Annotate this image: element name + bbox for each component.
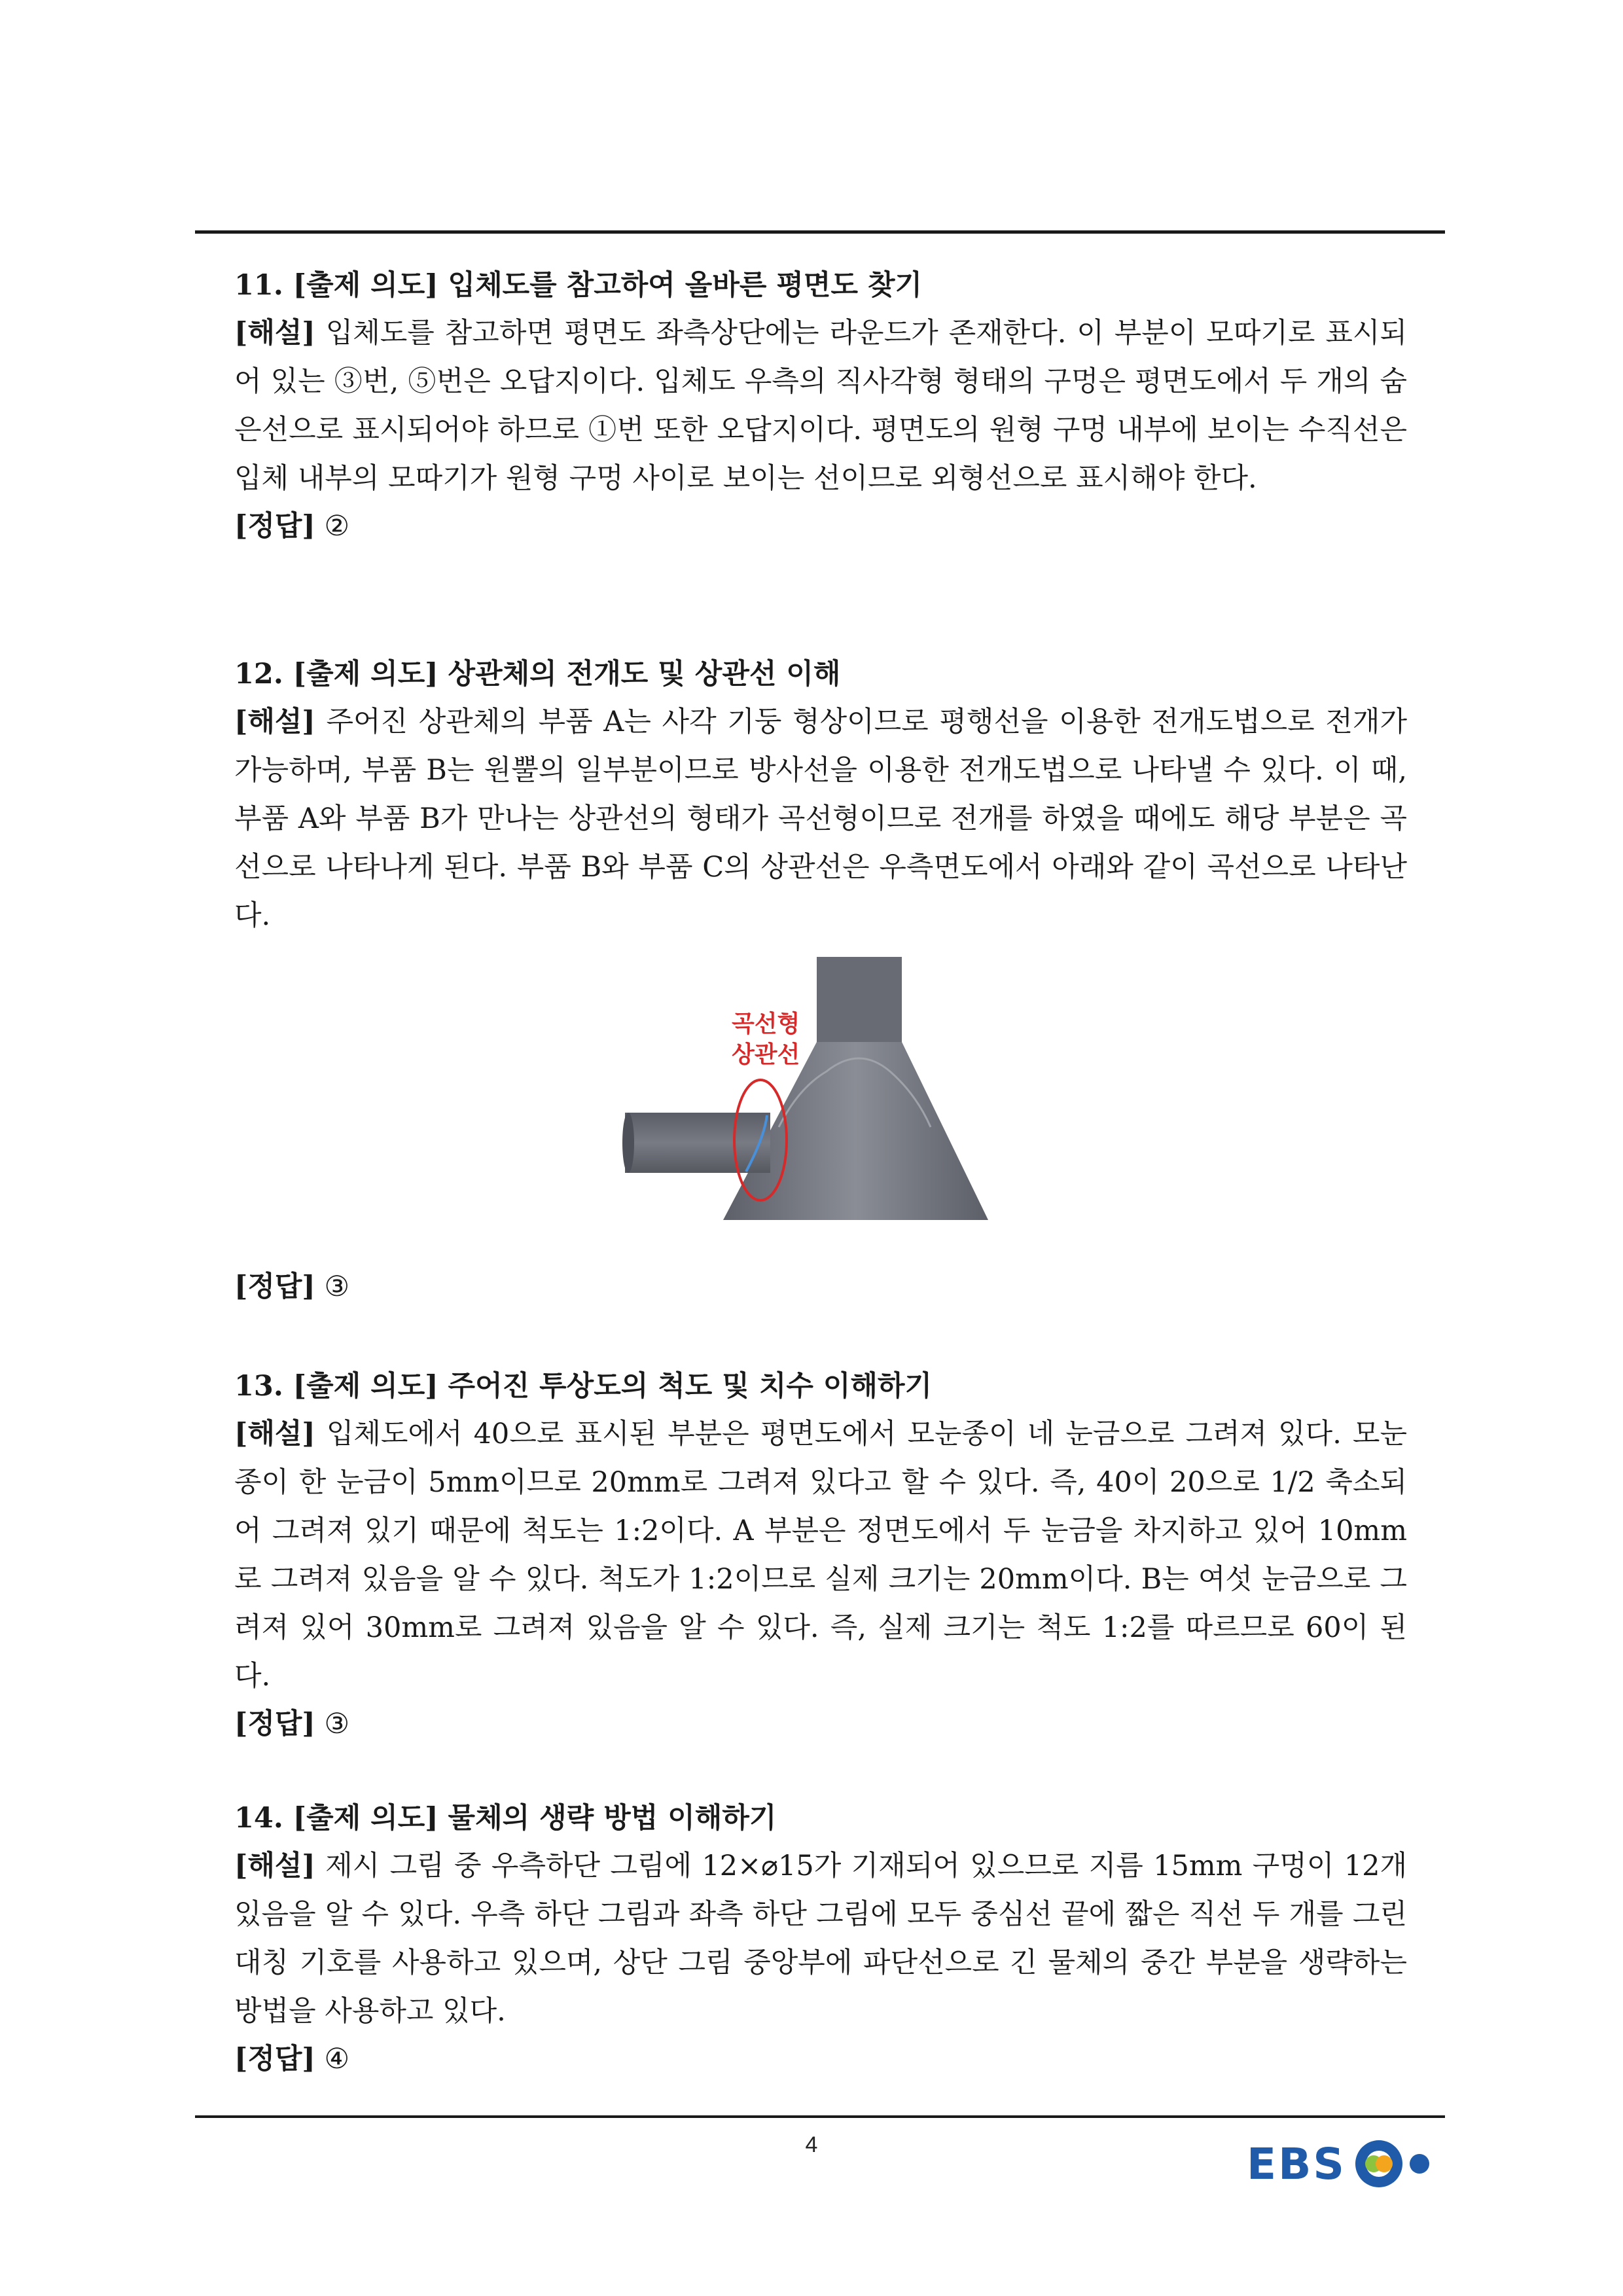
logo-text: EBS xyxy=(1247,2138,1346,2189)
section-title: 14. [출제 의도] 물체의 생략 방법 이해하기 xyxy=(234,1802,777,1835)
answer-value: ④ xyxy=(315,2043,349,2075)
logo-circles-icon xyxy=(1346,2138,1477,2190)
answer-tag: [정답] xyxy=(234,1270,315,1303)
section-explanation xyxy=(234,1842,1407,2036)
section-title: 13. [출제 의도] 주어진 투상도의 척도 및 치수 이해하기 xyxy=(234,1370,933,1403)
ebs-logo xyxy=(1247,2138,1477,2190)
figure-label-line2: 상관선 xyxy=(732,1041,800,1068)
explanation-tag: [해설] xyxy=(234,706,315,738)
explanation-text: 입체도를 참고하면 평면도 좌측상단에는 라운드가 존재한다. 이 부분이 모따기로 표시되어 있는 ③번, ⑤번은 오답지이다. 입체도 우측의 직사각형 형태의 구멍은 평면도에서 두 개의 숨은선으로 표시되어야 하므로 ①번 또한 오답지이다. 평면도의 원형 구멍 내부에 보이는 수직선은 입체 내부의 모따기가 원형 구멍 사이로 보이는 선이므로 외형선으로 표시해야 한다. xyxy=(234,317,1407,495)
intersection-illustration xyxy=(615,957,1001,1245)
header-rule xyxy=(195,230,1445,234)
page-number: 4 xyxy=(805,2132,818,2157)
answer-tag: [정답] xyxy=(234,1708,315,1740)
section-12 xyxy=(234,651,1407,940)
answer-value: ③ xyxy=(315,1708,349,1740)
section-12-answer xyxy=(234,1263,1407,1310)
square-prism-part xyxy=(817,957,902,1042)
cylinder-part xyxy=(625,1113,770,1173)
cylinder-end xyxy=(622,1113,634,1173)
explanation-text: 주어진 상관체의 부품 A는 사각 기둥 형상이므로 평행선을 이용한 전개도법으로 전개가 가능하며, 부품 B는 원뿔의 일부분이므로 방사선을 이용한 전개도법으로 나타낼 수 있다. 이 때, 부품 A와 부품 B가 만나는 상관선의 형태가 곡선형이므로 전개를 하였을 때에도 해당 부분은 곡선으로 나타나게 된다. 부품 B와 부품 C의 상관선은 우측면도에서 아래와 같이 곡선으로 나타난다. xyxy=(234,706,1407,932)
section-answer xyxy=(234,1263,1407,1310)
footer-rule xyxy=(195,2115,1445,2118)
explanation-tag: [해설] xyxy=(234,1418,315,1450)
answer-tag: [정답] xyxy=(234,510,315,543)
section-explanation xyxy=(234,309,1407,503)
section-explanation xyxy=(234,698,1407,940)
answer-value: ③ xyxy=(315,1270,349,1303)
intersection-figure xyxy=(615,957,1001,1245)
section-14 xyxy=(234,1795,1407,2083)
section-answer xyxy=(234,1700,1407,1748)
section-title: 12. [출제 의도] 상관체의 전개도 및 상관선 이해 xyxy=(234,658,841,691)
section-answer xyxy=(234,2036,1407,2083)
section-title: 11. [출제 의도] 입체도를 참고하여 올바른 평면도 찾기 xyxy=(234,269,923,302)
explanation-tag: [해설] xyxy=(234,1850,315,1882)
section-explanation xyxy=(234,1410,1407,1700)
answer-value: ② xyxy=(315,510,349,543)
explanation-tag: [해설] xyxy=(234,317,315,350)
section-answer xyxy=(234,503,1407,550)
explanation-text: 제시 그림 중 우측하단 그림에 12×⌀15가 기재되어 있으므로 지름 15mm 구멍이 12개 있음을 알 수 있다. 우측 하단 그림과 좌측 하단 그림에 모두 중심선 끝에 짧은 직선 두 개를 그린 대칭 기호를 사용하고 있으며, 상단 그림 중앙부에 파단선으로 긴 물체의 중간 부분을 생략하는 방법을 사용하고 있다. xyxy=(234,1850,1407,2028)
section-11 xyxy=(234,262,1407,550)
explanation-text: 입체도에서 40으로 표시된 부분은 평면도에서 모눈종이 네 눈금으로 그려져 있다. 모눈종이 한 눈금이 5mm이므로 20mm로 그려져 있다고 할 수 있다. 즉, 40이 20으로 1/2 축소되어 그려져 있기 때문에 척도는 1:2이다. A 부분은 정면도에서 두 눈금을 차지하고 있어 10mm로 그려져 있음을 알 수 있다. 척도가 1:2이므로 실제 크기는 20mm이다. B는 여섯 눈금으로 그려져 있어 30mm로 그려져 있음을 알 수 있다. 즉, 실제 크기는 척도 1:2를 따르므로 60이 된다. xyxy=(234,1418,1407,1693)
answer-tag: [정답] xyxy=(234,2043,315,2075)
figure-label-line1: 곡선형 xyxy=(732,1011,800,1037)
section-13 xyxy=(234,1363,1407,1748)
